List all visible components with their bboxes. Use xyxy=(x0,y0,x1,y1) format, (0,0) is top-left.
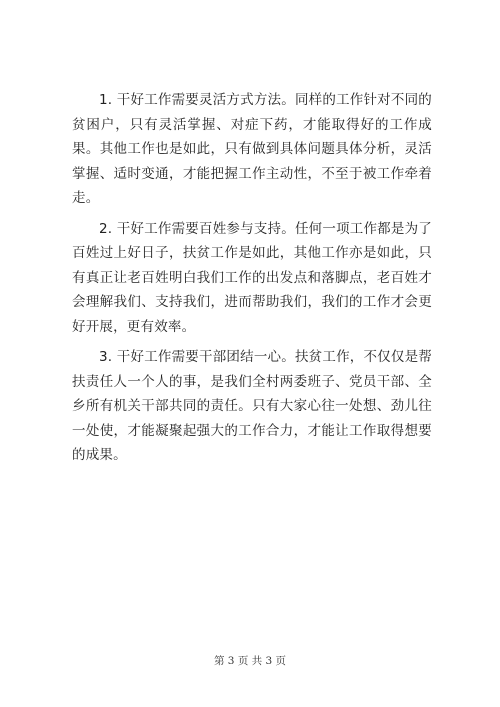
page-number-footer: 第 3 页 共 3 页 xyxy=(213,655,287,667)
paragraph-1: 1. 干好工作需要灵活方式方法。同样的工作针对不同的贫困户，只有灵活掌握、对症下药，才能取得好的工作成果。其他工作也是如此，只有做到具体问题具体分析，灵活掌握、适时变通，才能把握工作主动性，不至于被工作牵着走。 xyxy=(72,92,432,206)
paragraph-3: 3. 干好工作需要干部团结一心。扶贫工作，不仅仅是帮扶责任人一个人的事，是我们全村两委班子、党员干部、全乡所有机关干部共同的责任。只有大家心往一处想、劲儿往一处使，才能凝聚起强大的工作合力，才能让工作取得想要的成果。 xyxy=(72,349,432,463)
document-body xyxy=(72,88,432,474)
paragraph-2: 2. 干好工作需要百姓参与支持。任何一项工作都是为了百姓过上好日子，扶贫工作是如此，其他工作亦是如此，只有真正让老百姓明白我们工作的出发点和落脚点，老百姓才会理解我们、支持我们，进而帮助我们，我们的工作才会更好开展，更有效率。 xyxy=(72,220,432,335)
